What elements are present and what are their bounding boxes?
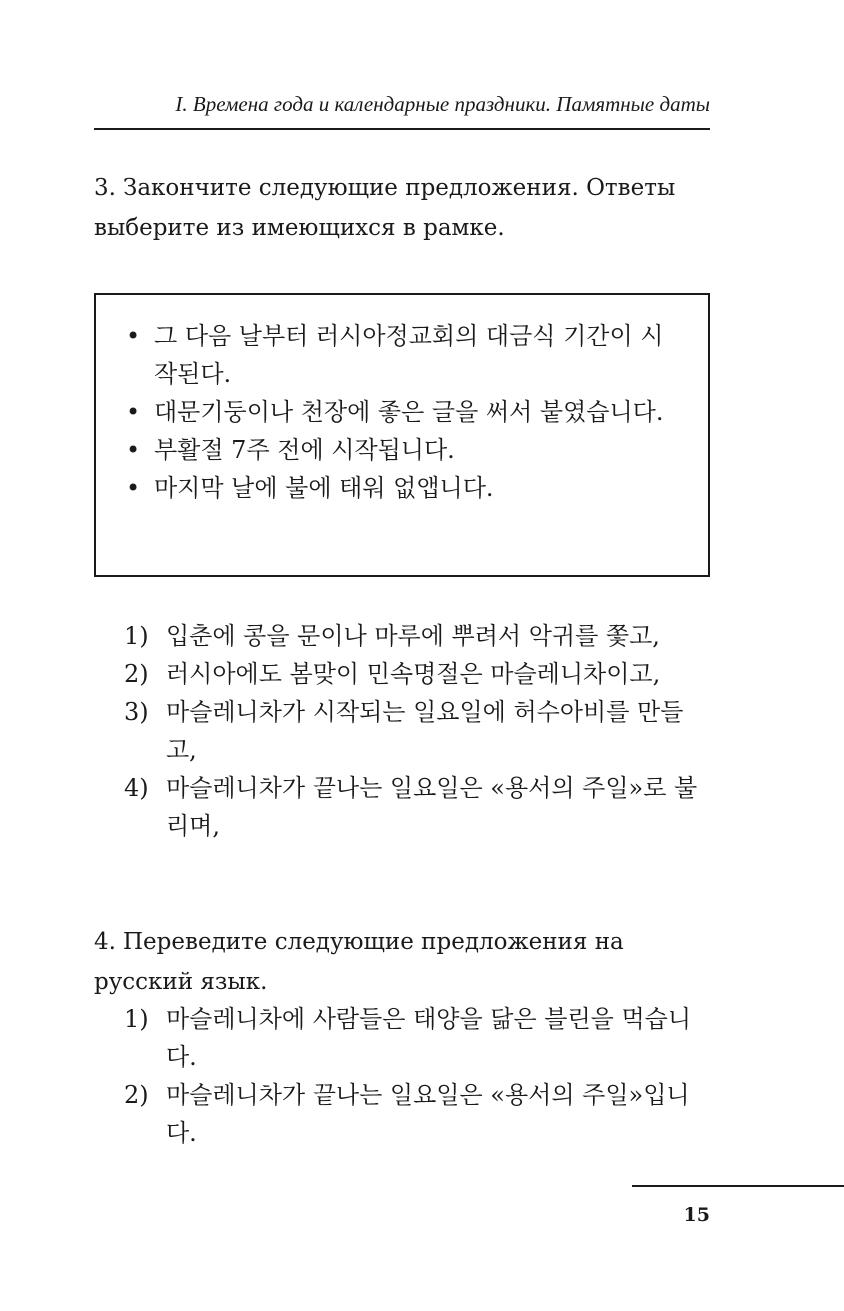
answer-box-item-text: 대문기둥이나 천장에 좋은 글을 써서 붙였습니다. <box>154 398 664 426</box>
bullet-icon: • <box>126 474 141 502</box>
item-number: 1) <box>124 1005 149 1033</box>
answer-box-item <box>126 431 686 469</box>
page-number: 15 <box>683 1204 710 1226</box>
item-text: 마슬레니차에 사람들은 태양을 닮은 블린을 먹습니다. <box>166 1005 692 1071</box>
list-item <box>124 769 710 845</box>
list-item <box>124 693 710 769</box>
item-number: 4) <box>124 774 149 802</box>
exercise-number: 4. <box>94 929 116 955</box>
answer-box-item-text: 부활절 7주 전에 시작됩니다. <box>154 436 455 464</box>
item-number: 2) <box>124 660 149 688</box>
answer-box-item <box>126 469 686 507</box>
bullet-icon: • <box>126 322 141 350</box>
footer-rule <box>632 1185 844 1187</box>
answer-box-item-text: 그 다음 날부터 러시아정교회의 대금식 기간이 시작된다. <box>154 322 664 388</box>
item-text: 마슬레니차가 시작되는 일요일에 허수아비를 만들고, <box>166 698 684 764</box>
item-text: 입춘에 콩을 문이나 마루에 뿌려서 악귀를 쫓고, <box>166 622 660 650</box>
exercise-instruction-text: Переведите следующие предложения на русский язык. <box>94 929 624 995</box>
list-item <box>124 1076 710 1152</box>
item-text: 러시아에도 봄맞이 민속명절은 마슬레니차이고, <box>166 660 661 688</box>
bullet-icon: • <box>126 398 141 426</box>
list-item <box>124 1000 710 1076</box>
list-item <box>124 617 710 655</box>
list-item <box>124 655 710 693</box>
running-head: I. Времена года и календарные праздники. Памятные даты <box>175 92 710 116</box>
item-text: 마슬레니차가 끝나는 일요일은 «용서의 주일»입니다. <box>166 1081 690 1147</box>
exercise-3-instruction <box>94 168 710 248</box>
item-number: 3) <box>124 698 149 726</box>
exercise-number: 3. <box>94 175 116 201</box>
bullet-icon: • <box>126 436 141 464</box>
answer-box-item-text: 마지막 날에 불에 태워 없앱니다. <box>154 474 494 502</box>
item-number: 2) <box>124 1081 149 1109</box>
answer-box-list <box>126 317 686 507</box>
item-number: 1) <box>124 622 149 650</box>
answer-box-item <box>126 393 686 431</box>
item-text: 마슬레니차가 끝나는 일요일은 «용서의 주일»로 불리며, <box>166 774 698 840</box>
exercise-4-sentences <box>124 1000 710 1152</box>
answer-box <box>94 293 710 577</box>
exercise-4-instruction <box>94 922 710 1002</box>
exercise-3-sentences <box>124 617 710 845</box>
exercise-instruction-text: Закончите следующие предложения. Ответы выберите из имеющихся в рамке. <box>94 175 676 241</box>
header-rule <box>94 128 710 130</box>
answer-box-item <box>126 317 686 393</box>
